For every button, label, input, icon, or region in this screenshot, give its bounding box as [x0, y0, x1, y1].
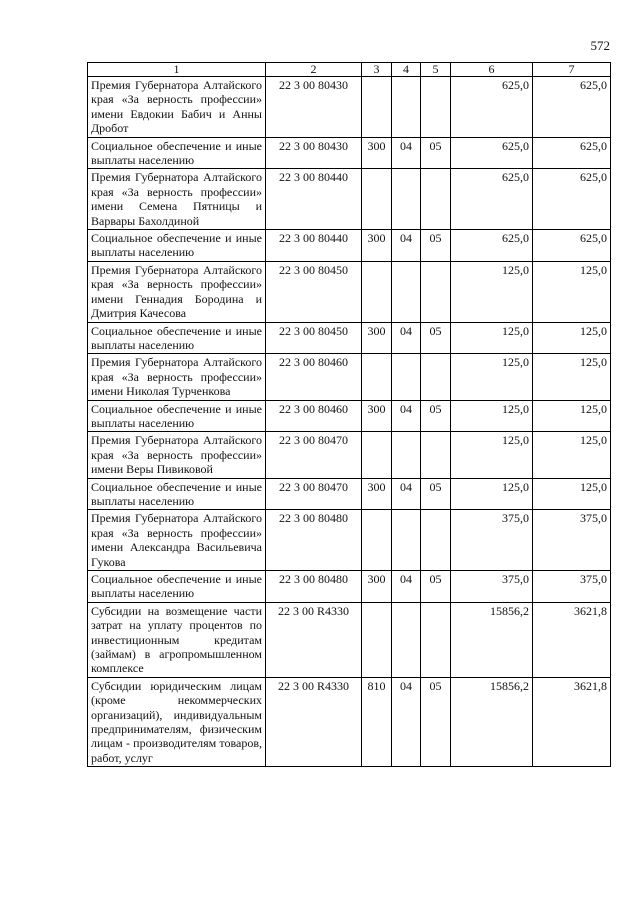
section-cell: 04: [392, 230, 421, 262]
header-cell: 3: [362, 63, 392, 77]
amount-col6-cell: 625,0: [451, 169, 533, 230]
target-code-cell: 22 3 00 80440: [266, 169, 362, 230]
target-code-cell: 22 3 00 80460: [266, 354, 362, 400]
expense-type-cell: 810: [362, 677, 392, 766]
amount-col6-cell: 125,0: [451, 400, 533, 432]
section-cell: 04: [392, 400, 421, 432]
table-row: [88, 169, 611, 230]
amount-col6-cell: 15856,2: [451, 602, 533, 677]
section-cell: 04: [392, 322, 421, 354]
amount-col6-cell: 625,0: [451, 137, 533, 169]
row-name-cell: Субсидии на возмещение части затрат на уплату процентов по инвестиционным кредитам (займам) в агропромышленном комплексе: [88, 602, 266, 677]
subsection-cell: 05: [421, 322, 451, 354]
expense-type-cell: 300: [362, 400, 392, 432]
section-cell: 04: [392, 478, 421, 510]
section-cell: [392, 432, 421, 478]
row-name-cell: Социальное обеспечение и иные выплаты населению: [88, 400, 266, 432]
page-number: 572: [590, 38, 610, 53]
section-cell: [392, 169, 421, 230]
table-row: [88, 571, 611, 603]
row-name-cell: Премия Губернатора Алтайского края «За верность профессии» имени Семена Пятницы и Варвары Бахолдиной: [88, 169, 266, 230]
subsection-cell: [421, 354, 451, 400]
target-code-cell: 22 3 00 80450: [266, 261, 362, 322]
expense-type-cell: [362, 261, 392, 322]
expense-type-cell: [362, 77, 392, 138]
amount-col7-cell: 125,0: [533, 478, 611, 510]
table-row: [88, 354, 611, 400]
table-row: [88, 261, 611, 322]
subsection-cell: [421, 77, 451, 138]
table-row: [88, 432, 611, 478]
header-cell: 1: [88, 63, 266, 77]
table-row: [88, 478, 611, 510]
section-cell: 04: [392, 677, 421, 766]
row-name-cell: Социальное обеспечение и иные выплаты населению: [88, 230, 266, 262]
section-cell: [392, 602, 421, 677]
section-cell: 04: [392, 137, 421, 169]
row-name-cell: Социальное обеспечение и иные выплаты населению: [88, 571, 266, 603]
row-name-cell: Премия Губернатора Алтайского края «За верность профессии» имени Геннадия Бородина и Дмитрия Качесова: [88, 261, 266, 322]
amount-col6-cell: 375,0: [451, 510, 533, 571]
amount-col7-cell: 125,0: [533, 432, 611, 478]
section-cell: [392, 354, 421, 400]
target-code-cell: 22 3 00 R4330: [266, 602, 362, 677]
header-cell: 4: [392, 63, 421, 77]
target-code-cell: 22 3 00 80470: [266, 478, 362, 510]
section-cell: [392, 261, 421, 322]
target-code-cell: 22 3 00 80470: [266, 432, 362, 478]
table-row: [88, 77, 611, 138]
row-name-cell: Субсидии юридическим лицам (кроме некоммерческих организаций), индивидуальным предпринимателям, физическим лицам - производителям товаров, работ, услуг: [88, 677, 266, 766]
target-code-cell: 22 3 00 R4330: [266, 677, 362, 766]
table-row: [88, 230, 611, 262]
expense-type-cell: [362, 432, 392, 478]
amount-col7-cell: 3621,8: [533, 602, 611, 677]
amount-col7-cell: 375,0: [533, 510, 611, 571]
expense-type-cell: [362, 602, 392, 677]
amount-col6-cell: 125,0: [451, 478, 533, 510]
amount-col7-cell: 625,0: [533, 77, 611, 138]
target-code-cell: 22 3 00 80480: [266, 571, 362, 603]
subsection-cell: 05: [421, 478, 451, 510]
row-name-cell: Премия Губернатора Алтайского края «За верность профессии» имени Евдокии Бабич и Анны Дробот: [88, 77, 266, 138]
row-name-cell: Премия Губернатора Алтайского края «За верность профессии» имени Николая Турченкова: [88, 354, 266, 400]
amount-col7-cell: 3621,8: [533, 677, 611, 766]
row-name-cell: Социальное обеспечение и иные выплаты населению: [88, 478, 266, 510]
target-code-cell: 22 3 00 80440: [266, 230, 362, 262]
amount-col7-cell: 625,0: [533, 230, 611, 262]
row-name-cell: Социальное обеспечение и иные выплаты населению: [88, 137, 266, 169]
expense-type-cell: [362, 354, 392, 400]
expense-type-cell: 300: [362, 478, 392, 510]
table-row: [88, 602, 611, 677]
table-body: [88, 77, 611, 767]
amount-col7-cell: 125,0: [533, 400, 611, 432]
section-cell: 04: [392, 571, 421, 603]
budget-table: [87, 62, 611, 767]
amount-col6-cell: 125,0: [451, 322, 533, 354]
subsection-cell: [421, 510, 451, 571]
table-row: [88, 137, 611, 169]
expense-type-cell: [362, 169, 392, 230]
amount-col7-cell: 125,0: [533, 354, 611, 400]
subsection-cell: 05: [421, 230, 451, 262]
table-row: [88, 510, 611, 571]
amount-col7-cell: 125,0: [533, 261, 611, 322]
subsection-cell: [421, 261, 451, 322]
section-cell: [392, 77, 421, 138]
expense-type-cell: 300: [362, 137, 392, 169]
table-row: [88, 400, 611, 432]
amount-col7-cell: 375,0: [533, 571, 611, 603]
target-code-cell: 22 3 00 80480: [266, 510, 362, 571]
expense-type-cell: 300: [362, 322, 392, 354]
amount-col6-cell: 125,0: [451, 354, 533, 400]
header-row: [88, 63, 611, 77]
section-cell: [392, 510, 421, 571]
amount-col7-cell: 125,0: [533, 322, 611, 354]
header-cell: 7: [533, 63, 611, 77]
target-code-cell: 22 3 00 80430: [266, 137, 362, 169]
subsection-cell: [421, 602, 451, 677]
row-name-cell: Премия Губернатора Алтайского края «За верность профессии» имени Веры Пивиковой: [88, 432, 266, 478]
amount-col6-cell: 125,0: [451, 261, 533, 322]
target-code-cell: 22 3 00 80430: [266, 77, 362, 138]
subsection-cell: [421, 432, 451, 478]
target-code-cell: 22 3 00 80450: [266, 322, 362, 354]
row-name-cell: Социальное обеспечение и иные выплаты населению: [88, 322, 266, 354]
table-row: [88, 322, 611, 354]
expense-type-cell: 300: [362, 230, 392, 262]
expense-type-cell: 300: [362, 571, 392, 603]
header-cell: 2: [266, 63, 362, 77]
amount-col7-cell: 625,0: [533, 137, 611, 169]
row-name-cell: Премия Губернатора Алтайского края «За верность профессии» имени Александра Васильевича Гукова: [88, 510, 266, 571]
header-cell: 5: [421, 63, 451, 77]
amount-col7-cell: 625,0: [533, 169, 611, 230]
target-code-cell: 22 3 00 80460: [266, 400, 362, 432]
amount-col6-cell: 375,0: [451, 571, 533, 603]
table-row: [88, 677, 611, 766]
header-cell: 6: [451, 63, 533, 77]
amount-col6-cell: 625,0: [451, 77, 533, 138]
amount-col6-cell: 15856,2: [451, 677, 533, 766]
subsection-cell: 05: [421, 571, 451, 603]
amount-col6-cell: 625,0: [451, 230, 533, 262]
subsection-cell: 05: [421, 137, 451, 169]
amount-col6-cell: 125,0: [451, 432, 533, 478]
subsection-cell: [421, 169, 451, 230]
expense-type-cell: [362, 510, 392, 571]
subsection-cell: 05: [421, 677, 451, 766]
subsection-cell: 05: [421, 400, 451, 432]
